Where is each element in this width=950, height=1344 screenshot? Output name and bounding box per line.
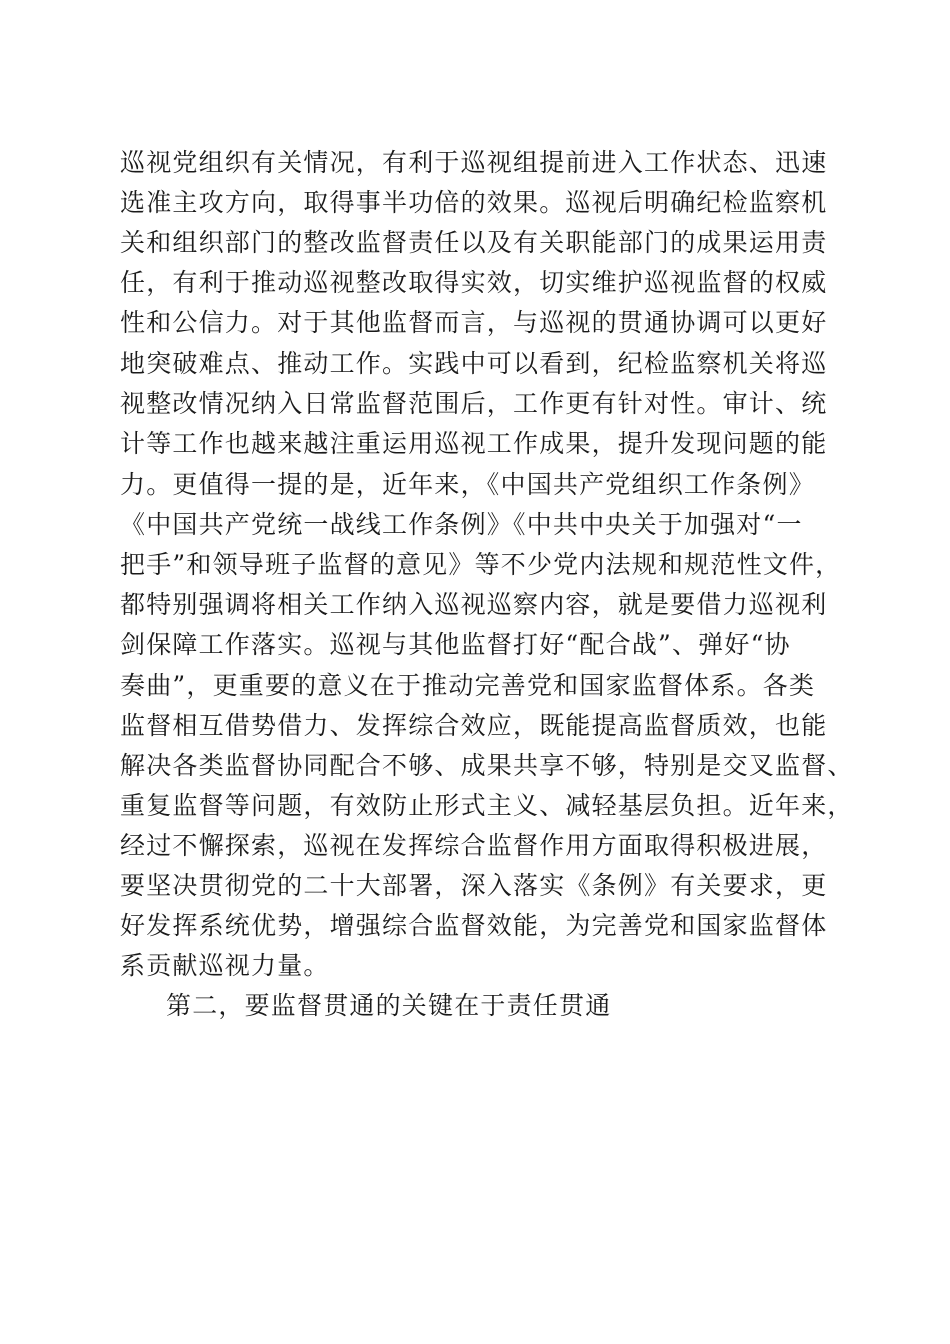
body-text-line: 奏曲”，更重要的意义在于推动完善党和国家监督体系。各类 — [120, 671, 816, 700]
body-text-line: 巡视党组织有关情况，有利于巡视组提前进入工作状态、迅速 — [120, 148, 828, 177]
body-text-line: 解决各类监督协同配合不够、成果共享不够，特别是交叉监督、 — [120, 751, 854, 780]
body-text-line: 视整改情况纳入日常监督范围后，工作更有针对性。审计、统 — [120, 389, 828, 418]
body-text-line: 地突破难点、推动工作。实践中可以看到，纪检监察机关将巡 — [120, 349, 828, 378]
body-text-line: 《中国共产党统一战线工作条例》《中共中央关于加强对“一 — [120, 510, 803, 539]
body-text-line: 监督相互借势借力、发挥综合效应，既能提高监督质效，也能 — [120, 711, 828, 740]
body-text-line: 系贡献巡视力量。 — [120, 951, 330, 980]
body-text-line: 性和公信力。对于其他监督而言，与巡视的贯通协调可以更好 — [120, 308, 828, 337]
body-text-line: 都特别强调将相关工作纳入巡视巡察内容，就是要借力巡视利 — [120, 590, 828, 619]
body-text-line: 经过不懈探索，巡视在发挥综合监督作用方面取得积极进展， — [120, 831, 828, 860]
body-text-line: 要坚决贯彻党的二十大部署，深入落实《条例》有关要求，更 — [120, 871, 828, 900]
body-text-line: 重复监督等问题，有效防止形式主义、减轻基层负担。近年来， — [120, 791, 854, 820]
section-heading: 第二，要监督贯通的关键在于责任贯通 — [166, 991, 612, 1020]
body-text-line: 力。更值得一提的是，近年来，《中国共产党组织工作条例》 — [120, 470, 815, 499]
body-text-line: 好发挥系统优势，增强综合监督效能，为完善党和国家监督体 — [120, 911, 828, 940]
body-text-line: 剑保障工作落实。巡视与其他监督打好“配合战”、弹好“协 — [120, 630, 791, 659]
body-text-line: 任，有利于推动巡视整改取得实效，切实维护巡视监督的权威 — [120, 268, 828, 297]
body-text-line: 把手”和领导班子监督的意见》等不少党内法规和规范性文件， — [120, 550, 842, 579]
body-text-line: 选准主攻方向，取得事半功倍的效果。巡视后明确纪检监察机 — [120, 188, 828, 217]
body-text-line: 关和组织部门的整改监督责任以及有关职能部门的成果运用责 — [120, 228, 828, 257]
body-text-line: 计等工作也越来越注重运用巡视工作成果，提升发现问题的能 — [120, 429, 828, 458]
